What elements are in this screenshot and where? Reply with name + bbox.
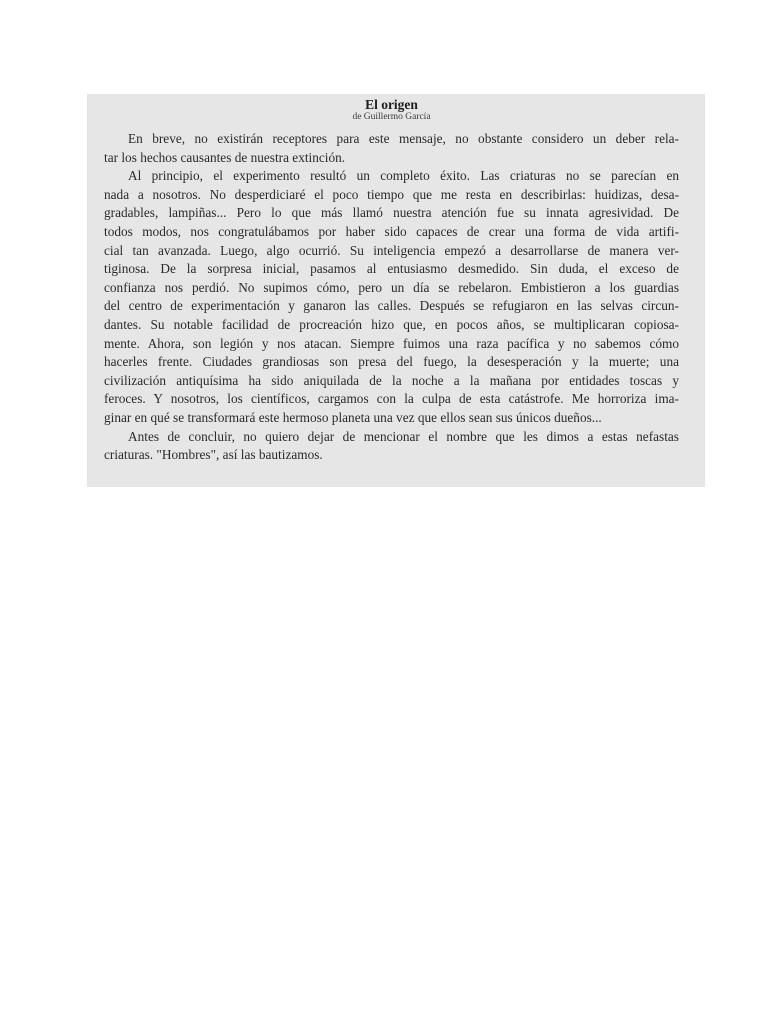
text-line: ginar en qué se transformará este hermoso planeta una vez que ellos sean sus únicos dueños... [104,409,602,425]
text-line: tiginosa. De la sorpresa inicial, pasamos al entusiasmo desmedido. Sin duda, el exceso de [104,261,679,277]
text-line: nada a nosotros. No desperdiciaré el poco tiempo que me resta en describirlas: huidizas, desa- [104,186,679,202]
text-line: mente. Ahora, son legión y nos atacan. Siempre fuimos una raza pacífica y no sabemos cómo [104,335,679,351]
paragraph-1 [104,130,679,167]
text-line: dantes. Su notable facilidad de procreación hizo que, en pocos años, se multiplicaran copiosa- [104,316,679,332]
text-line: feroces. Y nosotros, los científicos, cargamos con la culpa de esta catástrofe. Me horroriza ima- [104,391,679,407]
text-line: del centro de experimentación y ganaron las calles. Después se refugiaron en las selvas circun- [104,298,679,314]
text-line: criaturas. "Hombres", así las bautizamos. [104,447,323,463]
text-line: civilización antiquísima ha sido aniquilada de la noche a la mañana por entidades toscas y [104,372,679,388]
text-line: tar los hechos causantes de nuestra extinción. [104,149,346,165]
paragraph-3 [104,428,679,465]
text-line: hacerles frente. Ciudades grandiosas son presa del fuego, la desesperación y la muerte; una [104,354,679,370]
scanned-text-excerpt [87,94,705,487]
text-line: confianza nos perdió. No supimos cómo, pero un día se rebelaron. Embistieron a los guardias [104,279,679,295]
story-author: de Guillermo García [352,112,431,122]
story-title: El origen [365,97,418,112]
paragraph-2 [104,167,679,427]
text-line: cial tan avanzada. Luego, algo ocurrió. Su inteligencia empezó a desarrollarse de manera ver- [104,242,679,258]
text-line: todos modos, nos congratulábamos por haber sido capaces de crear una forma de vida artifi- [104,223,679,239]
text-line: Al principio, el experimento resultó un completo éxito. Las criaturas no se parecían en [128,168,679,184]
text-line: En breve, no existirán receptores para este mensaje, no obstante considero un deber rela- [128,131,679,146]
text-line: Antes de concluir, no quiero dejar de mencionar el nombre que les dimos a estas nefastas [128,428,679,444]
text-line: gradables, lampiñas... Pero lo que más llamó nuestra atención fue su innata agresividad. De [104,205,679,221]
